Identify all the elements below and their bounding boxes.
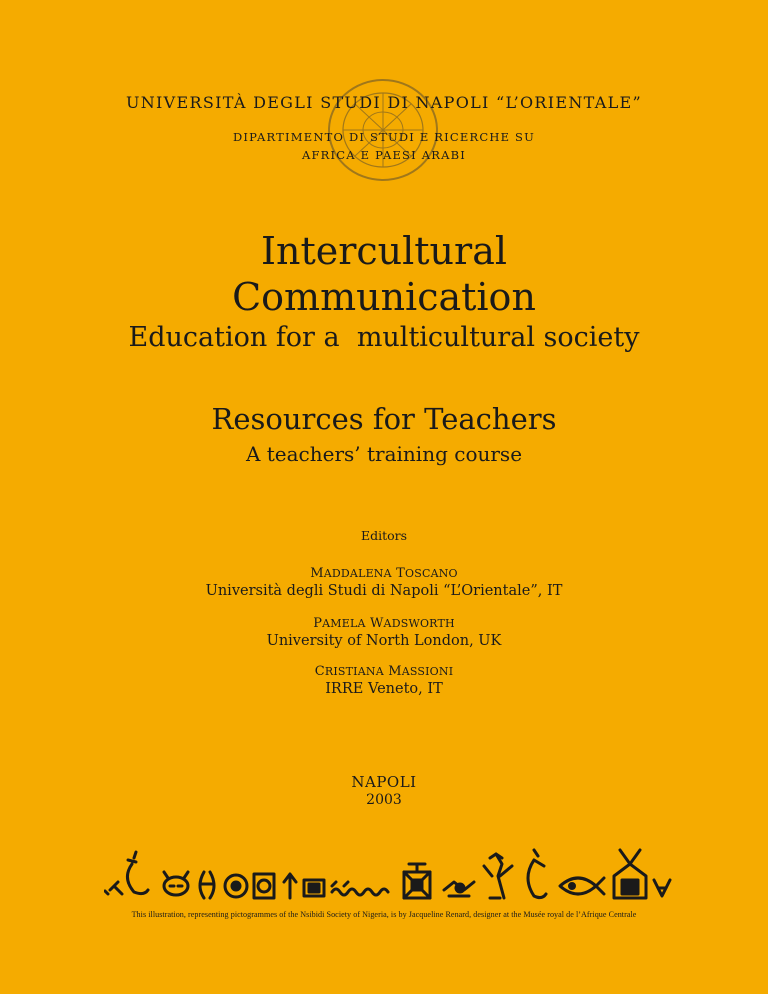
editor-entry [0, 664, 768, 697]
book-subtitle: Education for a multicultural society [128, 322, 640, 353]
book-title-line-2: Communication [232, 275, 536, 319]
department-name [0, 128, 768, 164]
illustration-caption: This illustration, representing pictogrammes of the Nsibidi Society of Nigeria, is by Jacqueline Renard, designer at the Musée royal de l’Afrique Centrale [131, 910, 637, 919]
editor-entry [0, 616, 768, 649]
nsibidi-pictogram-strip-icon [104, 846, 672, 904]
editor-name: CRISTIANA MASSIONI [314, 664, 454, 679]
book-title [0, 228, 768, 320]
editor-affiliation: IRRE Veneto, IT [325, 681, 443, 697]
section-subtitle: A teachers’ training course [245, 442, 523, 466]
editor-name: PAMELA WADSWORTH [313, 616, 455, 631]
department-line-2: AFRICA E PAESI ARABI [301, 148, 467, 162]
editors-label: Editors [360, 528, 408, 543]
book-title-line-1: Intercultural [260, 229, 508, 273]
university-name: UNIVERSITÀ DEGLI STUDI DI NAPOLI “L’ORIENTALE” [125, 93, 643, 112]
editor-name: MADDALENA TOSCANO [310, 566, 458, 581]
editor-affiliation: University of North London, UK [266, 633, 502, 649]
section-title: Resources for Teachers [211, 402, 557, 436]
department-line-1: DIPARTIMENTO DI STUDI E RICERCHE SU [232, 130, 536, 144]
editor-affiliation: Università degli Studi di Napoli “L’Orientale”, IT [205, 583, 563, 599]
publication-city: NAPOLI [351, 773, 417, 791]
editor-entry [0, 566, 768, 599]
publication-year: 2003 [366, 792, 402, 808]
